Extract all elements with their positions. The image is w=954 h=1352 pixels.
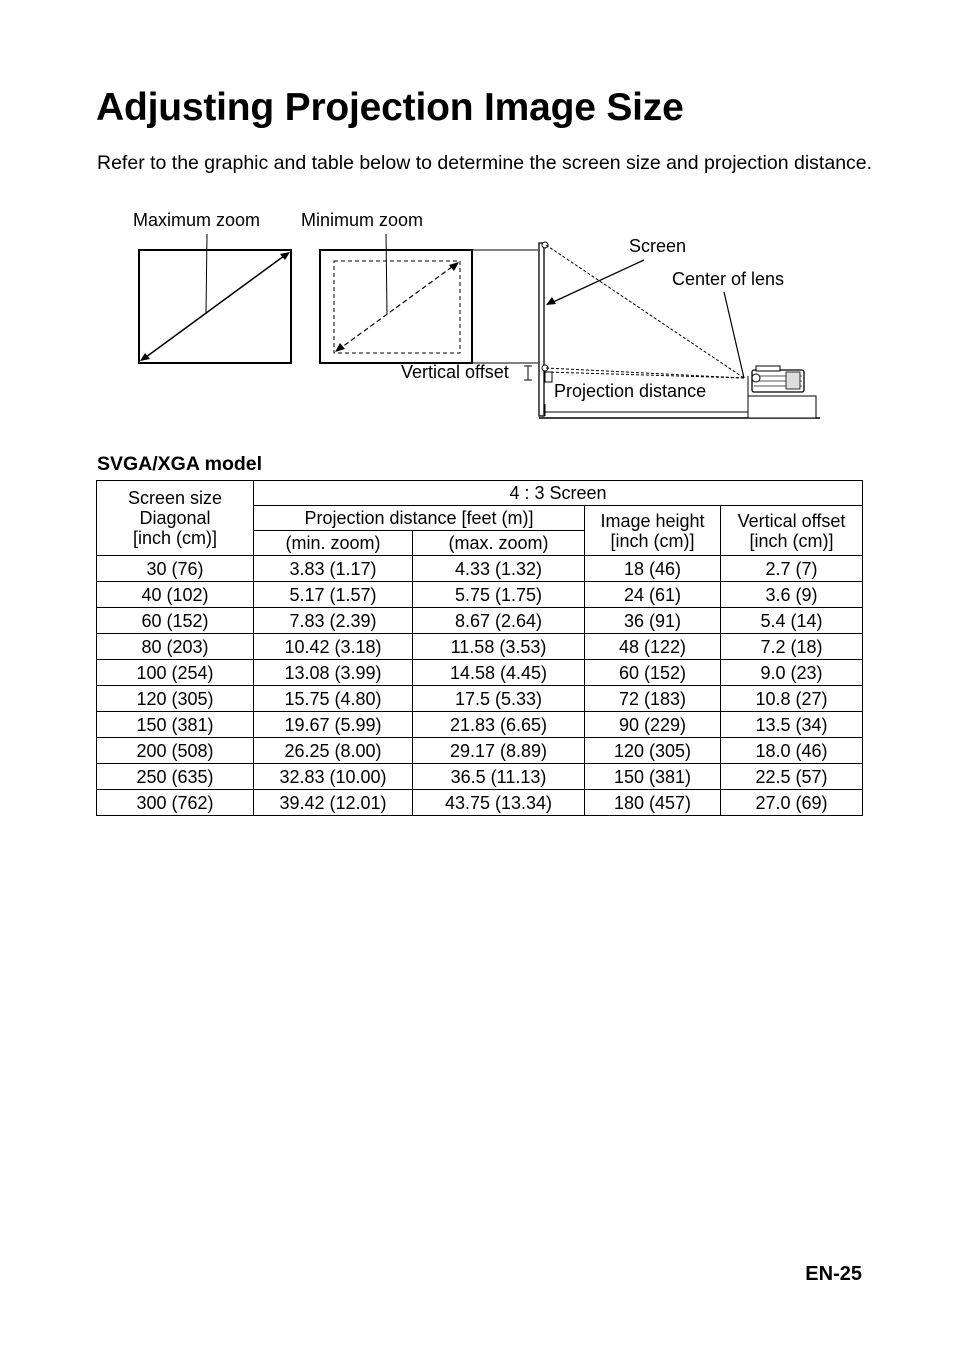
screen-size-cell: 200 (508) — [97, 738, 254, 764]
projection-diagram — [96, 200, 836, 430]
table-header-row-1 — [97, 481, 863, 506]
vertical-offset-cell: 18.0 (46) — [721, 738, 863, 764]
max-zoom-distance-cell: 11.58 (3.53) — [413, 634, 585, 660]
projection-distance-label: Projection distance — [554, 381, 707, 401]
max-zoom-distance-cell: 17.5 (5.33) — [413, 686, 585, 712]
screen-size-header — [97, 481, 254, 556]
image-height-header-line1: Image height — [600, 510, 705, 531]
min-zoom-header: (min. zoom) — [254, 531, 413, 556]
image-height-cell: 150 (381) — [585, 764, 721, 790]
screen-size-header-line3: [inch (cm)] — [132, 528, 217, 548]
image-height-cell: 120 (305) — [585, 738, 721, 764]
max-zoom-distance-cell: 29.17 (8.89) — [413, 738, 585, 764]
image-height-cell: 24 (61) — [585, 582, 721, 608]
max-zoom-distance-cell: 43.75 (13.34) — [413, 790, 585, 816]
table-row — [97, 738, 863, 764]
vertical-offset-header-line1: Vertical offset — [737, 510, 846, 531]
projection-distance-header: Projection distance [feet (m)] — [254, 506, 585, 531]
min-zoom-distance-cell: 19.67 (5.99) — [254, 712, 413, 738]
image-height-cell: 48 (122) — [585, 634, 721, 660]
vertical-offset-cell: 22.5 (57) — [721, 764, 863, 790]
intro-text: Refer to the graphic and table below to determine the screen size and projection distance. — [97, 152, 873, 174]
model-heading: SVGA/XGA model — [97, 453, 263, 475]
min-zoom-diagonal — [338, 264, 456, 350]
screen-size-cell: 100 (254) — [97, 660, 254, 686]
table-row — [97, 712, 863, 738]
screen-size-header-line2: Diagonal — [139, 508, 211, 528]
image-height-cell: 36 (91) — [585, 608, 721, 634]
min-zoom-arrow-head-bottom — [335, 343, 345, 352]
screen-top-marker — [542, 242, 548, 248]
table-row — [97, 556, 863, 582]
max-zoom-distance-cell: 8.67 (2.64) — [413, 608, 585, 634]
min-zoom-leader — [386, 234, 387, 314]
ray-top — [546, 245, 744, 378]
center-of-lens-label: Center of lens — [672, 269, 785, 289]
min-zoom-distance-cell: 5.17 (1.57) — [254, 582, 413, 608]
min-zoom-distance-cell: 26.25 (8.00) — [254, 738, 413, 764]
screen-size-header-line1: Screen size — [127, 488, 223, 508]
screen-size-cell: 250 (635) — [97, 764, 254, 790]
min-zoom-frame — [320, 250, 472, 363]
max-zoom-distance-cell: 36.5 (11.13) — [413, 764, 585, 790]
screen-label: Screen — [629, 236, 687, 256]
table-body — [97, 556, 863, 816]
min-zoom-distance-cell: 13.08 (3.99) — [254, 660, 413, 686]
vertical-offset-label: Vertical offset — [401, 362, 509, 382]
screen-size-cell: 40 (102) — [97, 582, 254, 608]
projection-spec-table — [96, 480, 863, 816]
vertical-offset-cell: 2.7 (7) — [721, 556, 863, 582]
image-height-header-line2: [inch (cm)] — [610, 530, 695, 551]
screen-panel — [539, 243, 544, 416]
page-title: Adjusting Projection Image Size — [96, 86, 684, 129]
table-row — [97, 764, 863, 790]
min-zoom-distance-cell: 7.83 (2.39) — [254, 608, 413, 634]
vertical-offset-cell: 9.0 (23) — [721, 660, 863, 686]
vertical-offset-cell: 7.2 (18) — [721, 634, 863, 660]
image-height-cell: 90 (229) — [585, 712, 721, 738]
vertical-offset-header — [721, 506, 863, 556]
vertical-offset-header-line2: [inch (cm)] — [749, 530, 834, 551]
vertical-offset-cell: 3.6 (9) — [721, 582, 863, 608]
min-zoom-distance-cell: 15.75 (4.80) — [254, 686, 413, 712]
vertical-offset-marker — [545, 372, 552, 382]
image-height-cell: 60 (152) — [585, 660, 721, 686]
min-zoom-distance-cell: 3.83 (1.17) — [254, 556, 413, 582]
table-row — [97, 634, 863, 660]
vertical-offset-cell: 13.5 (34) — [721, 712, 863, 738]
max-zoom-distance-cell: 5.75 (1.75) — [413, 582, 585, 608]
vertical-offset-cell: 5.4 (14) — [721, 608, 863, 634]
screen-size-cell: 60 (152) — [97, 608, 254, 634]
max-zoom-distance-cell: 4.33 (1.32) — [413, 556, 585, 582]
max-zoom-arrow-head-top — [280, 252, 290, 260]
projector-icon — [752, 366, 804, 392]
image-height-header — [585, 506, 721, 556]
screen-leader — [551, 260, 644, 303]
max-zoom-distance-cell: 14.58 (4.45) — [413, 660, 585, 686]
image-height-cell: 72 (183) — [585, 686, 721, 712]
screen-size-cell: 300 (762) — [97, 790, 254, 816]
min-zoom-distance-cell: 32.83 (10.00) — [254, 764, 413, 790]
min-zoom-arrow-head-top — [449, 262, 459, 271]
max-zoom-arrow-head-bottom — [140, 353, 150, 361]
ray-lens-axis — [546, 372, 744, 378]
screen-ratio-header: 4 : 3 Screen — [254, 481, 863, 506]
screen-size-cell: 150 (381) — [97, 712, 254, 738]
image-height-cell: 180 (457) — [585, 790, 721, 816]
projector-table — [748, 396, 816, 418]
screen-size-cell: 120 (305) — [97, 686, 254, 712]
vertical-offset-cell: 27.0 (69) — [721, 790, 863, 816]
ray-bottom — [546, 368, 744, 378]
max-zoom-distance-cell: 21.83 (6.65) — [413, 712, 585, 738]
table-row — [97, 790, 863, 816]
min-zoom-distance-cell: 39.42 (12.01) — [254, 790, 413, 816]
vertical-offset-cell: 10.8 (27) — [721, 686, 863, 712]
max-zoom-label: Maximum zoom — [133, 210, 261, 230]
table-row — [97, 660, 863, 686]
max-zoom-header: (max. zoom) — [413, 531, 585, 556]
max-zoom-diagonal — [142, 253, 288, 360]
table-row — [97, 608, 863, 634]
table-row — [97, 582, 863, 608]
max-zoom-leader — [206, 234, 207, 314]
screen-size-cell: 30 (76) — [97, 556, 254, 582]
min-zoom-distance-cell: 10.42 (3.18) — [254, 634, 413, 660]
table-row — [97, 686, 863, 712]
image-height-cell: 18 (46) — [585, 556, 721, 582]
page-number: EN-25 — [805, 1263, 862, 1285]
screen-size-cell: 80 (203) — [97, 634, 254, 660]
lens-leader — [724, 292, 744, 378]
min-zoom-label: Minimum zoom — [301, 210, 424, 230]
